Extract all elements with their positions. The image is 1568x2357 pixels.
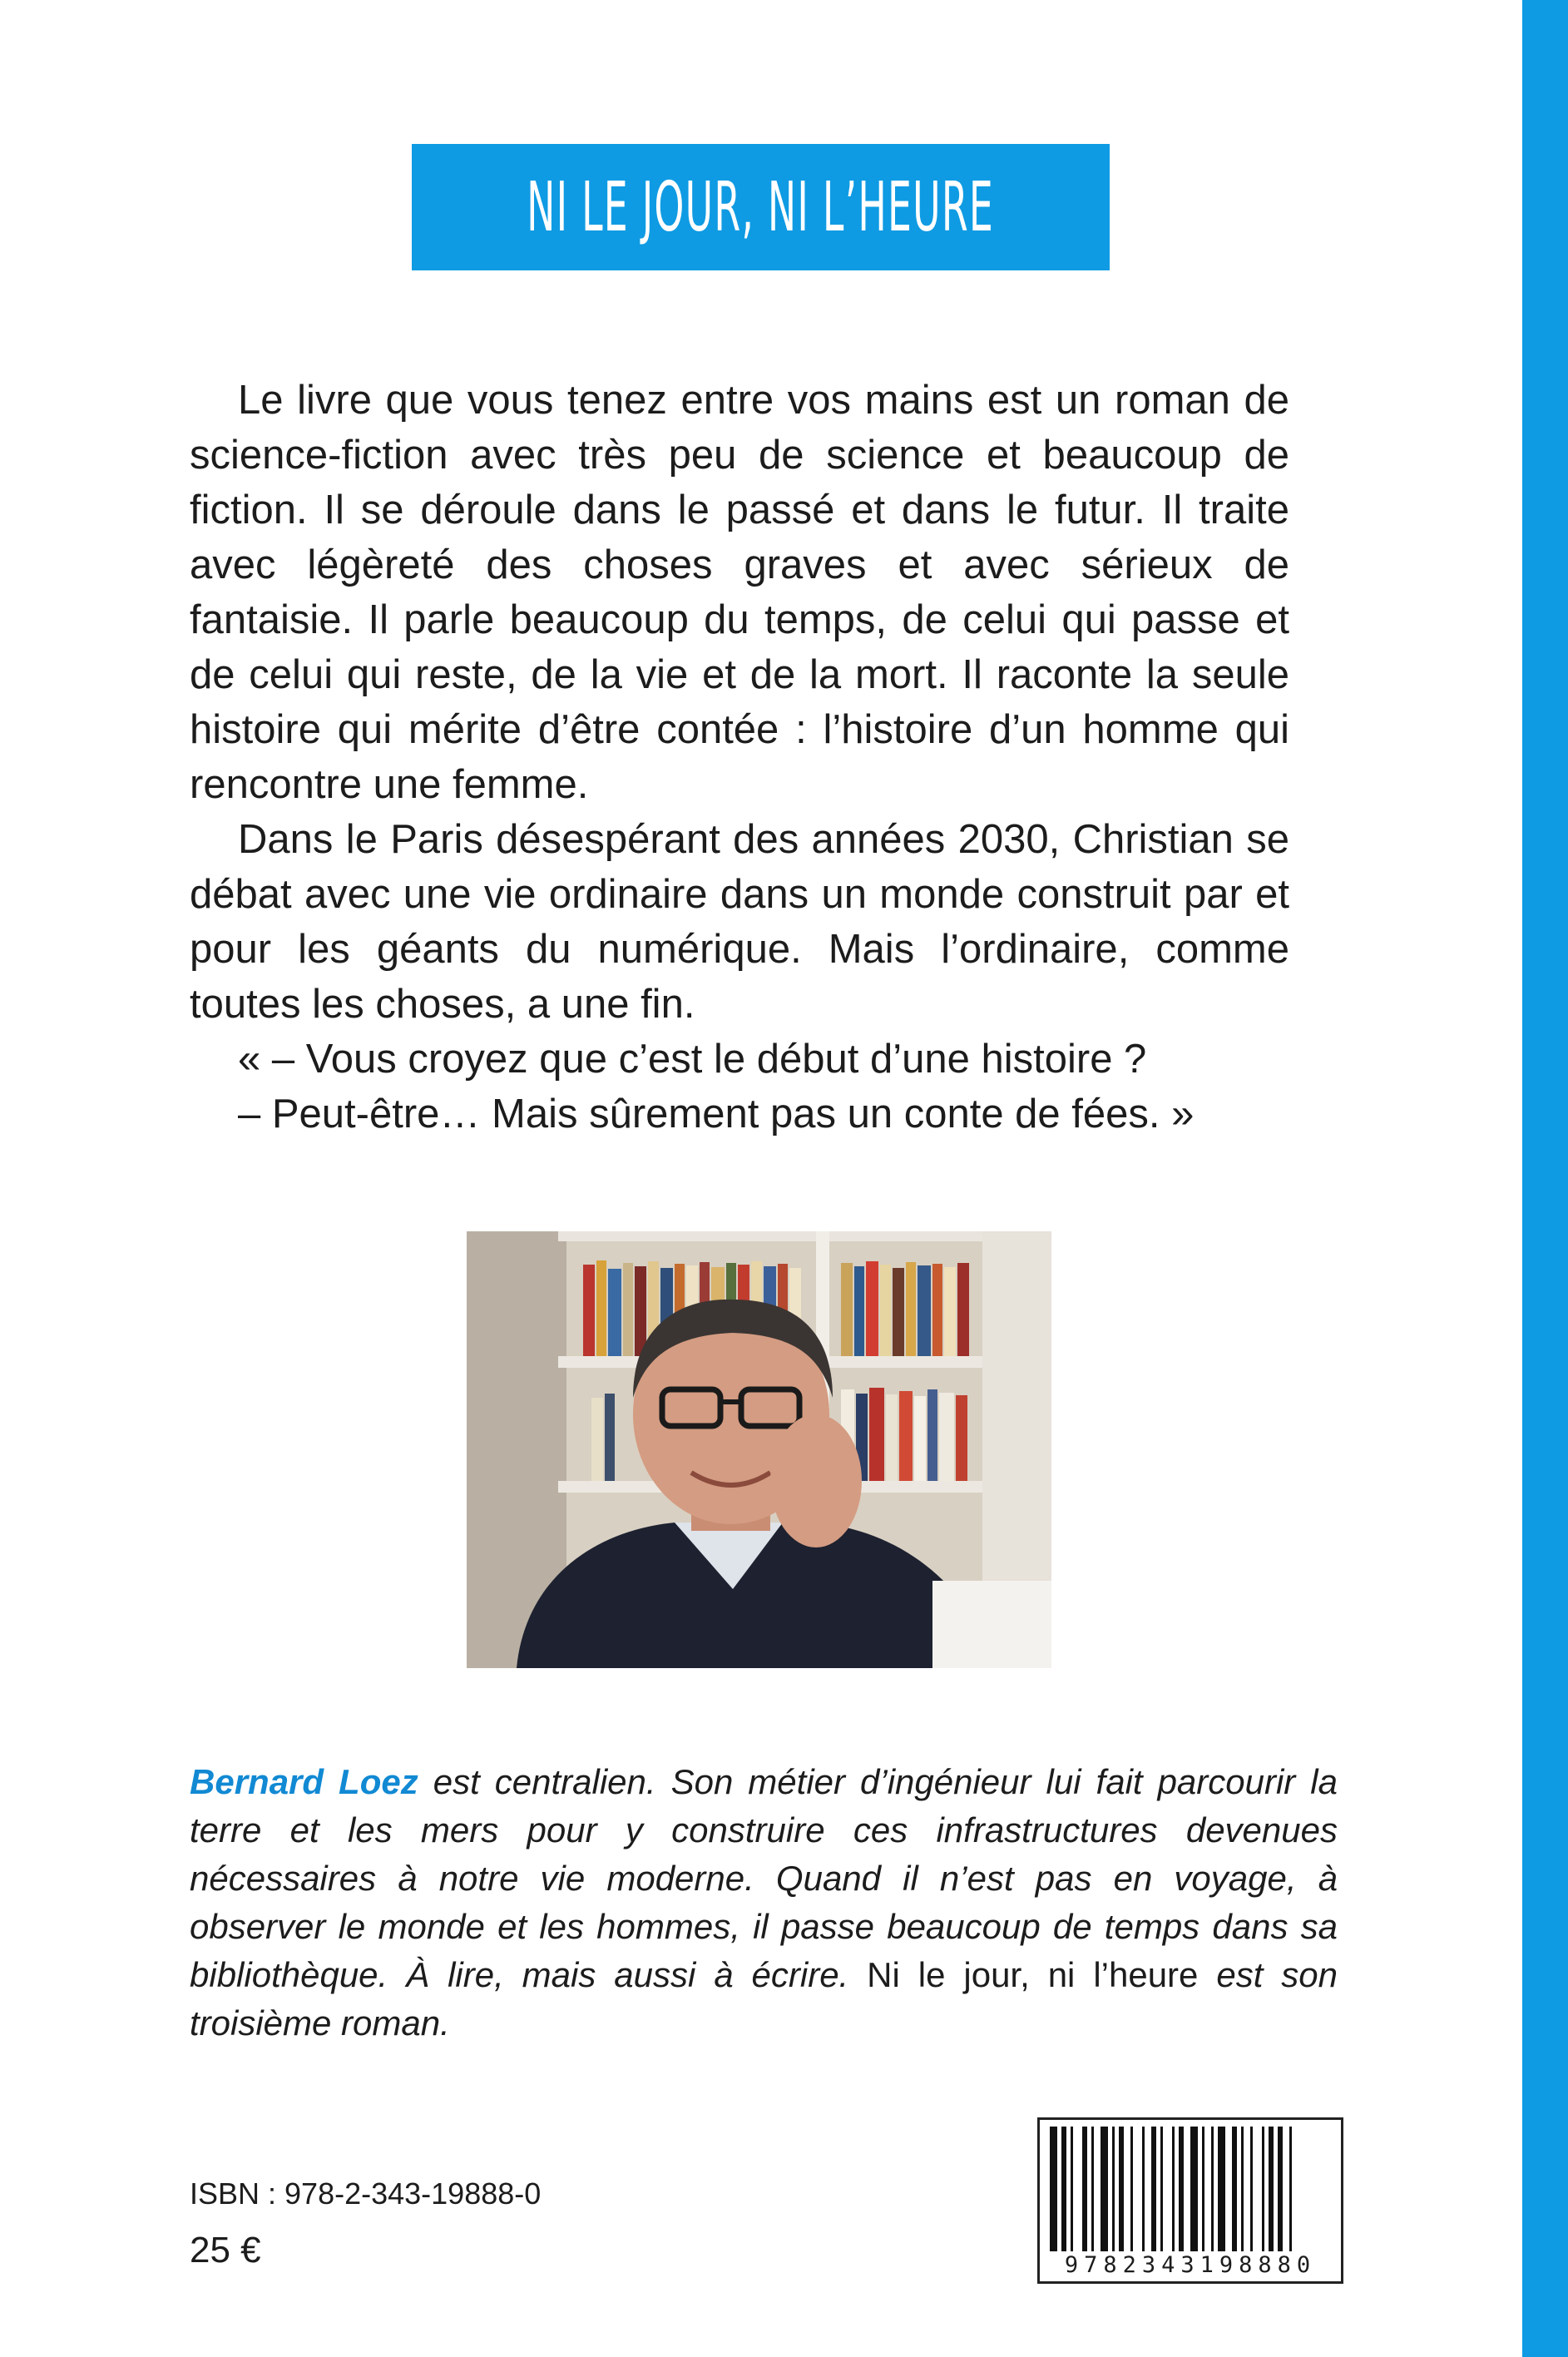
barcode-bar	[1202, 2127, 1204, 2251]
barcode-bar	[1112, 2127, 1115, 2251]
barcode-bar	[1119, 2127, 1124, 2251]
book-title-reference: Ni le jour, ni l’heure	[867, 1955, 1199, 1994]
barcode-bar	[1218, 2127, 1225, 2251]
barcode	[1037, 2117, 1343, 2284]
barcode-bar	[1262, 2127, 1264, 2251]
barcode-bar	[1190, 2127, 1198, 2251]
barcode-bar	[1082, 2127, 1087, 2251]
author-bio	[190, 1758, 1338, 2048]
author-photo	[467, 1231, 1051, 1668]
blurb-paragraph-2: Dans le Paris désespérant des années 2030, Christian se débat avec une vie ordinaire dans un monde construit par et pour les géants du numérique. Mais l’ordinaire, comme toutes les choses, a une fin.	[190, 817, 1289, 1027]
quote-line-2: – Peut-être… Mais sûrement pas un conte de fées. »	[238, 1092, 1195, 1136]
barcode-bars	[1050, 2127, 1333, 2251]
barcode-bar	[1250, 2127, 1253, 2251]
barcode-bar	[1269, 2127, 1274, 2251]
price-label: 25 €	[190, 2230, 261, 2270]
barcode-bar	[1061, 2127, 1066, 2251]
barcode-bar	[1179, 2127, 1184, 2251]
blurb-paragraph-1: Le livre que vous tenez entre vos mains est un roman de science-fiction avec très peu de science et beaucoup de fiction. Il se déroule dans le passé et dans le futur. Il traite avec légèreté des choses graves et avec sérieux de fantaisie. Il parle beaucoup du temps, de celui qui passe et de celui qui reste, de la vie et de la mort. Il raconte la seule histoire qui mérite d’être contée : l’histoire d’un homme qui rencontre une femme.	[190, 378, 1289, 807]
barcode-bar	[1278, 2127, 1283, 2251]
author-bio-text-1: est centralien. Son métier d’ingénieur lui fait parcourir la terre et les mers pour y construire ces infrastructures devenues nécessaires à notre vie moderne. Quand il n’est pas en voyage, à observer le monde et les hommes, il passe beaucoup de temps dans sa bibliothèque. À lire, mais aussi à écrire.	[190, 1762, 1338, 1994]
barcode-bar	[1142, 2127, 1145, 2251]
barcode-bar	[1289, 2127, 1292, 2251]
title-band	[412, 144, 1110, 270]
author-bio-text-2: est son troisième roman.	[190, 1955, 1338, 2043]
barcode-bar	[1050, 2127, 1057, 2251]
barcode-bar	[1172, 2127, 1175, 2251]
barcode-bar	[1091, 2127, 1094, 2251]
barcode-bar	[1241, 2127, 1244, 2251]
barcode-bar	[1232, 2127, 1237, 2251]
barcode-bar	[1160, 2127, 1163, 2251]
barcode-bar	[1211, 2127, 1214, 2251]
barcode-bar	[1101, 2127, 1108, 2251]
quote-line-1: « – Vous croyez que c’est le début d’une histoire ?	[238, 1037, 1147, 1082]
isbn-label: ISBN : 978-2-343-19888-0	[190, 2176, 542, 2211]
author-photo-illustration	[467, 1231, 1051, 1668]
author-name: Bernard Loez	[190, 1762, 418, 1801]
blurb	[190, 373, 1289, 1141]
barcode-bar	[1071, 2127, 1073, 2251]
barcode-digits: 9782343198880	[1064, 2252, 1317, 2278]
barcode-bar	[1151, 2127, 1156, 2251]
side-stripe	[1522, 0, 1568, 2357]
barcode-bar	[1130, 2127, 1133, 2251]
book-title: NI LE JOUR, NI L’HEURE	[527, 167, 995, 247]
